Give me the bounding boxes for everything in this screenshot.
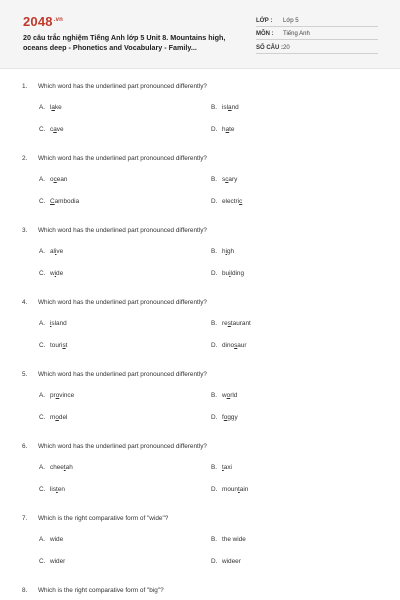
option-text: pr	[50, 392, 56, 399]
option-letter: C.	[39, 342, 46, 349]
option-text: vince	[59, 392, 75, 399]
option-underlined-part: C	[50, 198, 55, 205]
option-text: moun	[222, 486, 238, 493]
option-underlined-part: c	[239, 198, 243, 205]
option-letter: C.	[39, 270, 46, 277]
option-text: gh	[226, 248, 235, 255]
option-underlined-part: s	[227, 320, 231, 327]
option-underlined-part: a	[53, 126, 57, 133]
option-underlined-part: i	[225, 248, 227, 255]
option-letter: D.	[211, 126, 218, 133]
option-text: del	[58, 414, 68, 421]
question-number: 1.	[22, 83, 28, 90]
option-underlined-part: a	[225, 126, 230, 133]
option-text: ggy	[227, 414, 238, 421]
answer-option-d[interactable]	[211, 414, 238, 421]
question-number: 6.	[22, 443, 28, 450]
option-text: aur	[237, 342, 247, 349]
option-text: lis	[50, 486, 57, 493]
answer-option-b[interactable]	[211, 320, 251, 327]
question-number: 7.	[22, 515, 28, 522]
option-text: touri	[50, 342, 63, 349]
meta-value: Lớp 5	[283, 18, 299, 24]
answer-option-a[interactable]	[39, 536, 63, 543]
meta-grade	[256, 14, 378, 27]
question-item	[0, 68, 400, 140]
option-letter: C.	[39, 126, 46, 133]
answer-option-c[interactable]	[39, 270, 63, 277]
option-text: isl	[222, 104, 229, 111]
answer-option-b[interactable]	[211, 176, 237, 183]
option-underlined-part: i	[50, 320, 52, 327]
option-text: bu	[222, 270, 230, 277]
option-underlined-part: a	[51, 104, 55, 111]
option-text: c	[50, 126, 54, 133]
option-underlined-part: o	[226, 392, 231, 399]
meta-subject	[256, 27, 378, 40]
worksheet-title: 20 câu trắc nghiệm Tiếng Anh lớp 5 Unit 8. Mountains high, oceans deep - Phonetics and Vocabulary - Family...	[23, 33, 226, 52]
option-text: chee	[50, 464, 64, 471]
meta-count	[256, 41, 378, 54]
question-text: Which word has the underlined part pronounced differently?	[38, 227, 207, 234]
question-item	[0, 500, 400, 572]
option-text: the wide	[222, 536, 246, 543]
option-letter: D.	[211, 270, 218, 277]
option-underlined-part: t	[63, 464, 66, 471]
option-text: w	[222, 392, 227, 399]
option-text: rld	[230, 392, 238, 399]
document-header	[0, 0, 400, 69]
option-text: taurant	[230, 320, 251, 327]
option-underlined-part: t	[222, 464, 224, 471]
option-text: s	[222, 176, 226, 183]
option-text: ve	[56, 126, 64, 133]
option-underlined-part: i	[54, 248, 57, 255]
answer-option-d[interactable]	[211, 126, 234, 133]
option-letter: A.	[39, 464, 46, 471]
answer-option-d[interactable]	[211, 486, 248, 493]
answer-option-c[interactable]	[39, 486, 65, 493]
option-underlined-part: i	[229, 270, 231, 277]
answer-option-b[interactable]	[211, 392, 237, 399]
option-underlined-part: c	[53, 176, 57, 183]
meta-label: MÔN :	[256, 31, 274, 37]
answer-option-c[interactable]	[39, 126, 64, 133]
option-underlined-part: o	[223, 414, 228, 421]
question-text: Which word has the underlined part pronounced differently?	[38, 155, 207, 162]
answer-option-b[interactable]	[211, 248, 234, 255]
answer-option-c[interactable]	[39, 198, 79, 205]
question-text: Which word has the underlined part pronounced differently?	[38, 299, 207, 306]
question-number: 4.	[22, 299, 28, 306]
meta-label: LỚP :	[256, 18, 273, 24]
option-letter: C.	[39, 558, 46, 565]
answer-option-d[interactable]	[211, 270, 244, 277]
answer-option-a[interactable]	[39, 176, 67, 183]
answer-option-a[interactable]	[39, 320, 67, 327]
option-letter: B.	[211, 392, 218, 399]
question-item	[0, 572, 400, 600]
option-text: electri	[222, 198, 240, 205]
question-text: Which word has the underlined part pronounced differently?	[38, 371, 207, 378]
answer-option-a[interactable]	[39, 392, 74, 399]
option-text: dino	[222, 342, 235, 349]
option-underlined-part: c	[225, 176, 229, 183]
option-text: l	[50, 104, 52, 111]
answer-option-a[interactable]	[39, 104, 62, 111]
question-item	[0, 212, 400, 284]
option-underlined-part: s	[234, 342, 238, 349]
answer-option-d[interactable]	[211, 198, 242, 205]
meta-value: Tiếng Anh	[283, 31, 310, 37]
meta-value: 20	[283, 45, 290, 51]
option-text: f	[222, 414, 224, 421]
option-letter: B.	[211, 536, 218, 543]
option-text: en	[57, 486, 65, 493]
option-letter: A.	[39, 248, 46, 255]
answer-option-b[interactable]	[211, 104, 239, 111]
question-item	[0, 284, 400, 356]
site-logo[interactable]: $2048^{.vn}$	[23, 14, 64, 29]
option-text: wider	[50, 558, 66, 565]
option-text: h	[222, 248, 226, 255]
option-text: ary	[228, 176, 238, 183]
answer-option-a[interactable]	[39, 248, 63, 255]
option-letter: D.	[211, 414, 218, 421]
option-letter: A.	[39, 176, 46, 183]
answer-option-c[interactable]	[39, 558, 65, 565]
answer-option-d[interactable]	[211, 342, 247, 349]
option-text: wide	[50, 536, 64, 543]
option-underlined-part: s	[62, 342, 66, 349]
option-text: ve	[56, 248, 64, 255]
question-number: 8.	[22, 587, 28, 594]
option-text: axi	[223, 464, 232, 471]
option-text: al	[50, 248, 55, 255]
option-text: nd	[231, 104, 239, 111]
option-letter: B.	[211, 176, 218, 183]
option-text: de	[56, 270, 64, 277]
question-number: 2.	[22, 155, 28, 162]
option-letter: A.	[39, 392, 46, 399]
option-letter: B.	[211, 320, 218, 327]
option-text: ean	[56, 176, 68, 183]
option-text: ah	[65, 464, 73, 471]
question-item	[0, 140, 400, 212]
question-item	[0, 356, 400, 428]
option-letter: C.	[39, 486, 46, 493]
option-text: lding	[230, 270, 245, 277]
option-underlined-part: t	[238, 486, 240, 493]
question-text: Which is the right comparative form of "wide"?	[38, 515, 169, 522]
question-text: Which word has the underlined part pronounced differently?	[38, 443, 207, 450]
option-text: te	[229, 126, 235, 133]
option-letter: A.	[39, 320, 46, 327]
question-text: Which word has the underlined part pronounced differently?	[38, 83, 207, 90]
option-text: sland	[51, 320, 67, 327]
option-text: t	[65, 342, 68, 349]
option-letter: B.	[211, 104, 218, 111]
option-text: ke	[54, 104, 62, 111]
answer-option-b[interactable]	[211, 464, 232, 471]
option-text: wideer	[222, 558, 241, 565]
question-item	[0, 428, 400, 500]
option-letter: A.	[39, 536, 46, 543]
answer-option-b[interactable]	[211, 536, 246, 543]
option-letter: C.	[39, 198, 46, 205]
option-letter: D.	[211, 558, 218, 565]
question-number: 5.	[22, 371, 28, 378]
answer-option-d[interactable]	[211, 558, 241, 565]
option-text: ambodia	[54, 198, 80, 205]
option-letter: B.	[211, 464, 218, 471]
question-text: Which is the right comparative form of "big"?	[38, 587, 164, 594]
option-underlined-part: o	[55, 414, 59, 421]
option-text: o	[50, 176, 54, 183]
option-letter: A.	[39, 104, 46, 111]
option-text: re	[222, 320, 228, 327]
option-letter: D.	[211, 486, 218, 493]
question-number: 3.	[22, 227, 28, 234]
answer-option-c[interactable]	[39, 342, 67, 349]
option-underlined-part: i	[54, 270, 57, 277]
option-underlined-part: a	[228, 104, 232, 111]
answer-option-c[interactable]	[39, 414, 67, 421]
option-underlined-part: t	[56, 486, 58, 493]
option-text: h	[222, 126, 226, 133]
answer-option-a[interactable]	[39, 464, 73, 471]
option-letter: D.	[211, 342, 218, 349]
option-text: ain	[239, 486, 249, 493]
option-text: m	[50, 414, 56, 421]
option-letter: D.	[211, 198, 218, 205]
option-underlined-part: o	[55, 392, 60, 399]
option-letter: C.	[39, 414, 46, 421]
option-text: w	[50, 270, 55, 277]
option-letter: B.	[211, 248, 218, 255]
meta-label: SỐ CÂU :	[256, 45, 283, 51]
